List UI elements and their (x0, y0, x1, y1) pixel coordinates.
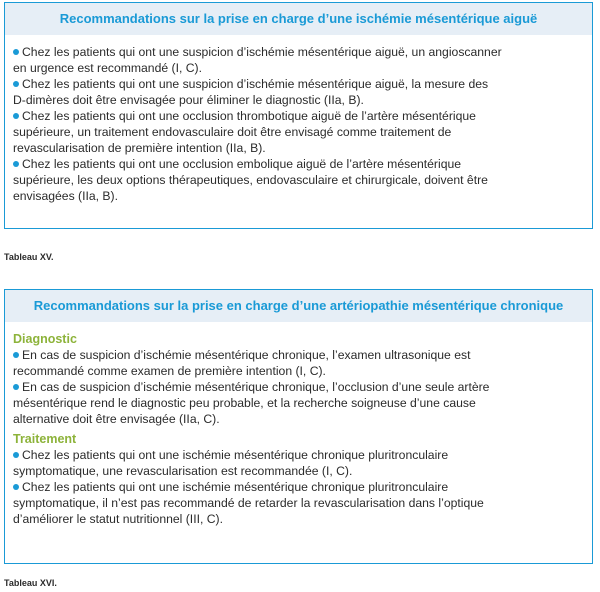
list-item-line (13, 495, 584, 511)
list-item-text: envisagées (IIa, B). (13, 189, 118, 203)
table-xv-box (4, 2, 593, 229)
list-item (13, 156, 584, 204)
list-item (13, 108, 584, 156)
table-xv-header: Recommandations sur la prise en charge d’une ischémie mésentérique aiguë (5, 3, 592, 35)
table-xvi-body (13, 331, 584, 527)
section-title: Diagnostic (13, 332, 77, 346)
list-item-text: Chez les patients qui ont une ischémie mésentérique chronique pluritronculaire (22, 480, 449, 494)
list-item-line (13, 76, 584, 92)
bullet-icon (13, 384, 19, 390)
list-item-text: supérieure, les deux options thérapeutiques, endovasculaire et chirurgicale, doivent être (13, 173, 488, 187)
list-item-text: En cas de suspicion d’ischémie mésentérique chronique, l’occlusion d’une seule artère (22, 380, 490, 394)
table-xvi-caption: Tableau XVI. (4, 578, 57, 588)
list-item-text: Chez les patients qui ont une ischémie mésentérique chronique pluritronculaire (22, 448, 449, 462)
section-title: Traitement (13, 432, 77, 446)
table-xvi-box (4, 289, 593, 564)
list-item-text: d’améliorer le statut nutritionnel (III, C). (13, 512, 223, 526)
list-item-text: en urgence est recommandé (I, C). (13, 61, 202, 75)
list-item-text: symptomatique, une revascularisation est recommandée (I, C). (13, 464, 353, 478)
list-item-line (13, 156, 584, 172)
list-item (13, 347, 584, 379)
list-item-text: symptomatique, il n’est pas recommandé de retarder la revascularisation dans l’optique (13, 496, 484, 510)
list-item-line (13, 347, 584, 363)
list-item-line (13, 140, 584, 156)
bullet-icon (13, 49, 19, 55)
list-item-line (13, 511, 584, 527)
list-item-text: Chez les patients qui ont une occlusion thrombotique aiguë de l’artère mésentérique (22, 109, 476, 123)
bullet-icon (13, 113, 19, 119)
list-item-line (13, 172, 584, 188)
list-item-line (13, 411, 584, 427)
list-item (13, 44, 584, 76)
list-item-line (13, 379, 584, 395)
list-item (13, 479, 584, 527)
list-item-line (13, 463, 584, 479)
table-xv-caption: Tableau XV. (4, 252, 54, 262)
list-item-line (13, 92, 584, 108)
list-item-text: D-dimères doit être envisagée pour éliminer le diagnostic (IIa, B). (13, 93, 364, 107)
list-item-text: alternative doit être envisagée (IIa, C). (13, 412, 220, 426)
list-item-text: mésentérique rend le diagnostic peu probable, et la recherche soigneuse d’une cause (13, 396, 476, 410)
bullet-icon (13, 352, 19, 358)
list-item-text: Chez les patients qui ont une suspicion d’ischémie mésentérique aiguë, un angioscanner (22, 45, 502, 59)
list-item-text: recommandé comme examen de première intention (I, C). (13, 364, 326, 378)
list-item-text: revascularisation de première intention (IIa, B). (13, 141, 266, 155)
list-item-text: supérieure, un traitement endovasculaire doit être envisagé comme traitement de (13, 125, 452, 139)
list-item-line (13, 395, 584, 411)
list-item-text: Chez les patients qui ont une suspicion d’ischémie mésentérique aiguë, la mesure des (22, 77, 489, 91)
bullet-icon (13, 452, 19, 458)
bullet-icon (13, 484, 19, 490)
list-item-line (13, 124, 584, 140)
list-item-text: Chez les patients qui ont une occlusion embolique aiguë de l’artère mésentérique (22, 157, 462, 171)
list-item-line (13, 188, 584, 204)
list-item (13, 76, 584, 108)
list-item (13, 379, 584, 427)
list-item-line (13, 44, 584, 60)
table-xv-body (13, 44, 584, 204)
list-item-text: En cas de suspicion d’ischémie mésentérique chronique, l’examen ultrasonique est (22, 348, 471, 362)
table-xvi-header: Recommandations sur la prise en charge d’une artériopathie mésentérique chronique (5, 290, 592, 322)
list-item-line (13, 363, 584, 379)
list-item-line (13, 479, 584, 495)
list-item-line (13, 447, 584, 463)
list-item-line (13, 60, 584, 76)
list-item-line (13, 108, 584, 124)
list-item (13, 447, 584, 479)
bullet-icon (13, 161, 19, 167)
bullet-icon (13, 81, 19, 87)
